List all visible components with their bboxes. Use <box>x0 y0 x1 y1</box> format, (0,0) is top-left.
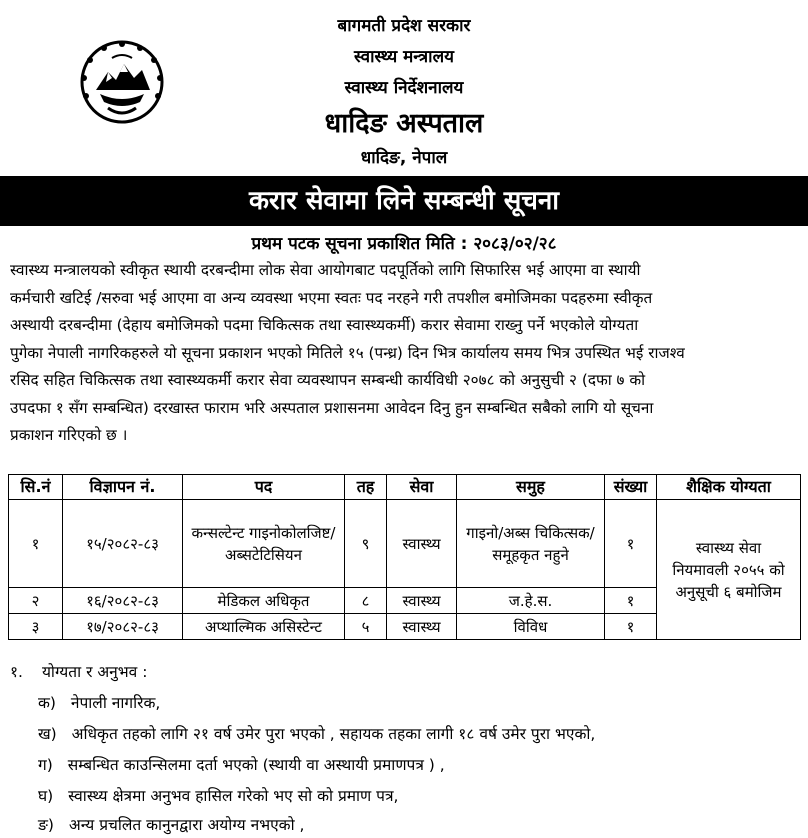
hospital-location: धादिङ, नेपाल <box>360 148 448 168</box>
list-item <box>38 784 398 806</box>
cell-count: १ <box>605 588 657 614</box>
item-marker: ग) <box>38 756 53 774</box>
cell-qualification: स्वास्थ्य सेवा नियमावली २०५५ को अनुसूची ६ बमोजिम <box>657 500 801 640</box>
cell-group: गाइनो/अब्स चिकित्सक/समूहकृत नहुने <box>457 500 605 588</box>
paragraph-line: कर्मचारी खटिई /सरुवा भई आएमा वा अन्य व्यवस्था भएमा स्वतः पद नरहने गरी तपशील बमोजिमका पदहरुमा स्वीकृत <box>10 288 653 307</box>
notice-paragraph <box>10 257 800 450</box>
cell-ad-no: १६/२०८२-८३ <box>63 588 183 614</box>
cell-sn: १ <box>9 500 63 588</box>
requirements-number: १. <box>10 663 23 681</box>
paragraph-line: प्रकाशन गरिएको छ । <box>10 426 128 444</box>
ministry-name: स्वास्थ्य मन्त्रालय <box>354 47 454 67</box>
cell-service: स्वास्थ्य <box>387 500 457 588</box>
col-header-sn: सि.नं <box>9 475 63 500</box>
cell-sn: २ <box>9 588 63 614</box>
cell-group: विविध <box>457 614 605 640</box>
list-item <box>38 813 304 835</box>
directorate-name: स्वास्थ्य निर्देशनालय <box>344 78 464 98</box>
list-item <box>38 722 595 744</box>
item-text: अधिकृत तहको लागि २१ वर्ष उमेर पुरा भएको , सहायक तहका लागी १८ वर्ष उमेर पुरा भएको, <box>71 725 596 743</box>
cell-group: ज.हे.स. <box>457 588 605 614</box>
table-header-row <box>9 475 801 500</box>
paragraph-line: अस्थायी दरबन्दीमा (देहाय बमोजिमको पदमा चिकित्सक तथा स्वास्थ्यकर्मी) करार सेवामा राख्नु पर्ने भएकोले योग्यता <box>10 316 639 334</box>
cell-count: १ <box>605 614 657 640</box>
cell-level: ९ <box>345 500 387 588</box>
cell-service: स्वास्थ्य <box>387 588 457 614</box>
list-item <box>38 753 445 775</box>
published-date: प्रथम पटक सूचना प्रकाशित मिति : २०८३/०२/२८ <box>251 234 557 254</box>
cell-post: मेडिकल अधिकृत <box>183 588 345 614</box>
col-header-post: पद <box>183 475 345 500</box>
paragraph-line: पुगेका नेपाली नागरिकहरुले यो सूचना प्रकाशन भएको मितिले १५ (पन्ध्र) दिन भित्र कार्यालय समय भित्र उपस्थित भई राजश्व <box>10 343 685 362</box>
cell-sn: ३ <box>9 614 63 640</box>
item-marker: क) <box>38 694 56 712</box>
item-marker: ङ) <box>38 816 54 834</box>
item-text: नेपाली नागरिक, <box>70 694 161 712</box>
vacancy-table <box>8 474 801 640</box>
cell-ad-no: १७/२०८२-८३ <box>63 614 183 640</box>
col-header-count: संख्या <box>605 475 657 500</box>
paragraph-line: उपदफा १ सँग सम्बन्धित) दरखास्त फाराम भरि अस्पताल प्रशासनमा आवेदन दिनु हुन सम्बन्धित सबैको लागि यो सूचना <box>10 398 654 417</box>
requirements-heading <box>10 660 147 682</box>
col-header-group: समुह <box>457 475 605 500</box>
col-header-level: तह <box>345 475 387 500</box>
cell-level: ८ <box>345 588 387 614</box>
table-row <box>9 500 801 588</box>
item-marker: ख) <box>38 725 57 743</box>
government-name: बागमती प्रदेश सरकार <box>337 16 471 36</box>
paragraph-line: स्वास्थ्य मन्त्रालयको स्वीकृत स्थायी दरबन्दीमा लोक सेवा आयोगबाट पदपूर्तिको लागि सिफारिस भई आएमा वा स्थायी <box>10 261 641 279</box>
notice-title-banner: करार सेवामा लिने सम्बन्धी सूचना <box>0 176 808 226</box>
cell-ad-no: १५/२०८२-८३ <box>63 500 183 588</box>
col-header-qualification: शैक्षिक योग्यता <box>657 475 801 500</box>
paragraph-line: रसिद सहित चिकित्सक तथा स्वास्थ्यकर्मी करार सेवा व्यवस्थापन सम्बन्धी कार्यविधी २०७८ को अनुसुची २ (दफा ७ को <box>10 371 646 389</box>
cell-post: कन्सल्टेन्ट गाइनोकोलजिष्ट/ अब्सटेटिसियन <box>183 500 345 588</box>
item-text: सम्बन्धित काउन्सिलमा दर्ता भएको (स्थायी वा अस्थायी प्रमाणपत्र ) , <box>67 756 445 774</box>
requirements-title: योग्यता र अनुभव : <box>41 663 148 681</box>
cell-count: १ <box>605 500 657 588</box>
item-text: स्वास्थ्य क्षेत्रमा अनुभव हासिल गरेको भए सो को प्रमाण पत्र, <box>68 787 399 805</box>
list-item <box>38 691 160 713</box>
item-text: अन्य प्रचलित कानुनद्वारा अयोग्य नभएको , <box>68 816 305 834</box>
col-header-service: सेवा <box>387 475 457 500</box>
cell-post: अप्थाल्मिक असिस्टेन्ट <box>183 614 345 640</box>
col-header-ad-no: विज्ञापन नं. <box>63 475 183 500</box>
cell-level: ५ <box>345 614 387 640</box>
cell-service: स्वास्थ्य <box>387 614 457 640</box>
item-marker: घ) <box>38 787 54 805</box>
hospital-name: धादिङ अस्पताल <box>324 108 484 139</box>
